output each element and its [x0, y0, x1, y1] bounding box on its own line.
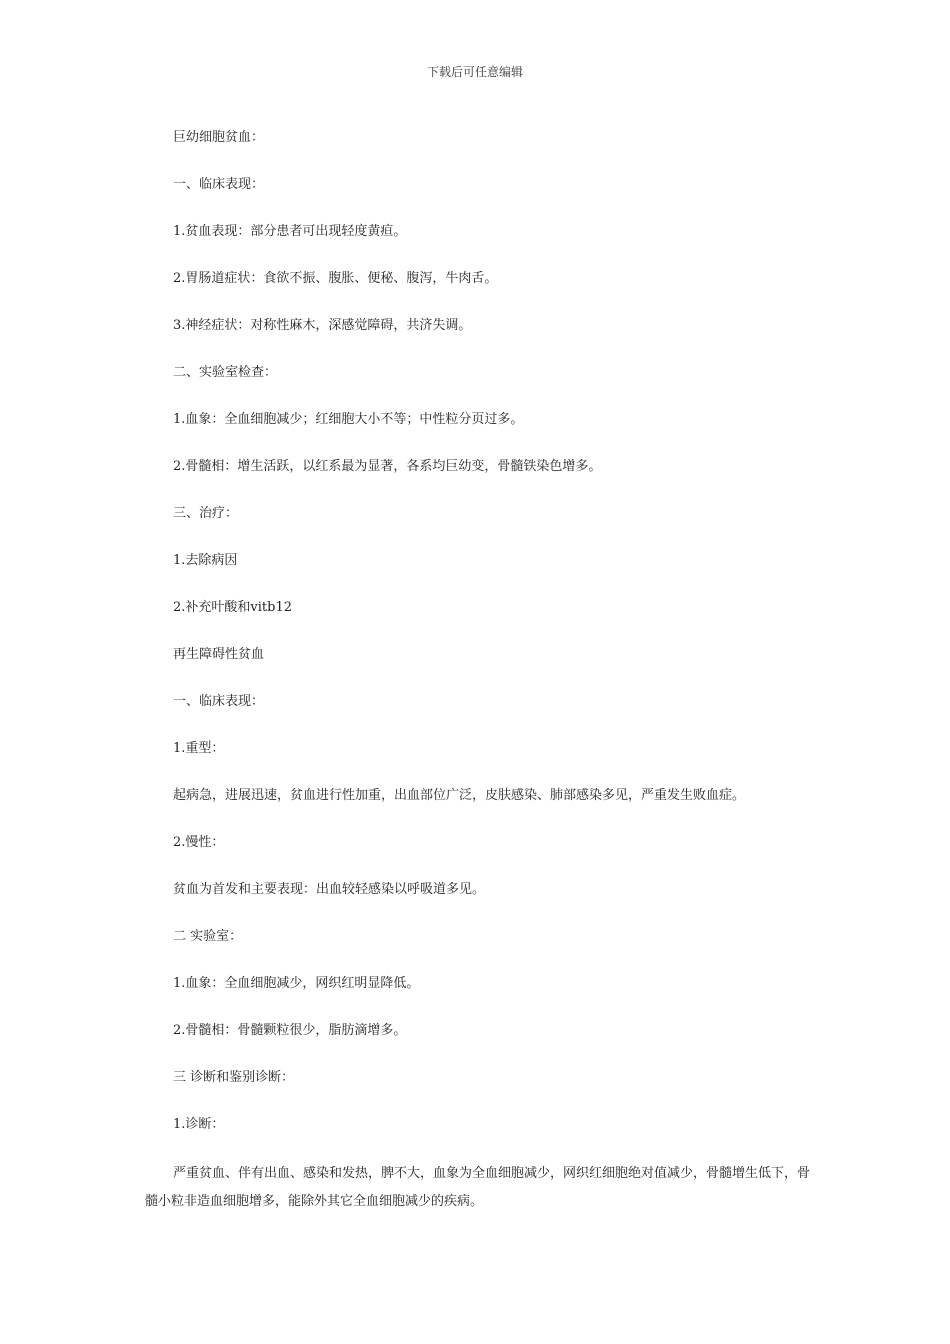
- heading-treatment: 三、治疗：: [173, 506, 239, 521]
- heading-lab: 二 实验室：: [173, 929, 243, 944]
- paragraph: 起病急，进展迅速，贫血进行性加重，出血部位广泛，皮肤感染、肺部感染多见，严重发生败血症。: [173, 788, 746, 803]
- list-item: 2.骨髓相：骨髓颗粒很少，脂肪滴增多。: [173, 1023, 407, 1038]
- list-item: 1.贫血表现：部分患者可出现轻度黄疸。: [173, 224, 407, 239]
- list-item: 2.胃肠道症状：食欲不振、腹胀、便秘、腹泻，牛肉舌。: [173, 271, 498, 286]
- page-header: 下载后可任意编辑: [426, 65, 523, 79]
- list-item: 2.骨髓相：增生活跃，以红系最为显著，各系均巨幼变，骨髓铁染色增多。: [173, 459, 602, 474]
- section-title-aplastic-anemia: 再生障碍性贫血: [173, 647, 265, 662]
- list-item: 1.诊断：: [173, 1117, 225, 1132]
- list-item: 2.慢性：: [173, 835, 225, 850]
- list-item: 1.重型：: [173, 741, 225, 756]
- list-item: 1.去除病因: [173, 553, 238, 568]
- paragraph: 贫血为首发和主要表现：出血较轻感染以呼吸道多见。: [173, 882, 486, 897]
- list-item: 2.补充叶酸和vitb12: [173, 600, 292, 615]
- heading-diagnosis: 三 诊断和鉴别诊断：: [173, 1070, 295, 1085]
- section-title-megaloblastic-anemia: 巨幼细胞贫血：: [173, 130, 265, 145]
- heading-clinical-manifestations: 一、临床表现：: [173, 694, 265, 709]
- list-item: 1.血象：全血细胞减少；红细胞大小不等；中性粒分页过多。: [173, 412, 524, 427]
- list-item: 3.神经症状：对称性麻木，深感觉障碍，共济失调。: [173, 318, 472, 333]
- heading-clinical-manifestations: 一、临床表现：: [173, 177, 265, 192]
- heading-lab-tests: 二、实验室检查：: [173, 365, 278, 380]
- diagnosis-paragraph: 严重贫血、伴有出血、感染和发热，脾不大，血象为全血细胞减少，网织红细胞绝对值减少，骨髓增生低下，骨髓小粒非造血细胞增多，能除外其它全血细胞减少的疾病。: [145, 1166, 811, 1209]
- list-item: 1.血象：全血细胞减少，网织红明显降低。: [173, 976, 420, 991]
